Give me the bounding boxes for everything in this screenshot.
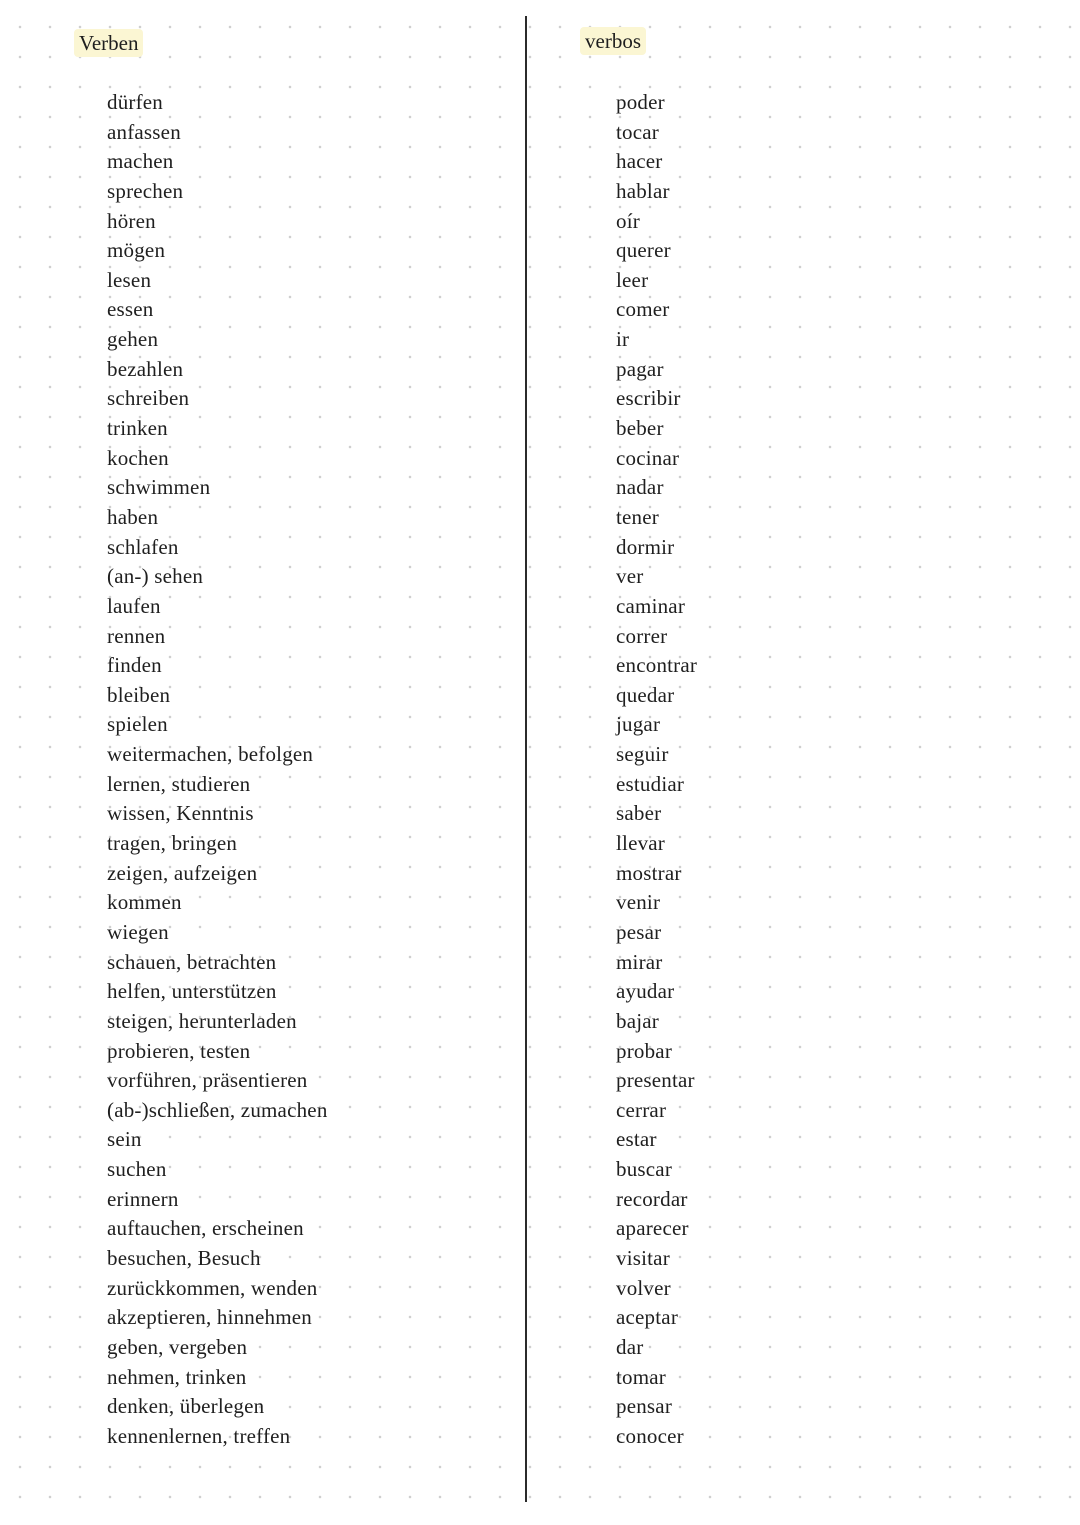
spanish-word: oír [616,208,640,233]
german-word: kochen [107,445,169,470]
spanish-word: mirar [616,949,663,974]
spanish-word: comer [616,297,670,322]
german-word: nehmen, trinken [107,1364,247,1389]
german-word: schauen, betrachten [107,949,277,974]
german-word: laufen [107,593,161,618]
german-word: dürfen [107,90,164,114]
german-word: hören [107,208,156,233]
german-word: lesen [107,267,152,292]
spanish-word: tener [616,504,659,529]
german-word: schlafen [107,534,179,559]
spanish-word: jugar [616,712,661,737]
german-word: machen [107,149,174,174]
german-word: denken, überlegen [107,1394,265,1419]
german-word: tragen, bringen [107,831,238,856]
german-word: trinken [107,416,168,441]
spanish-word: estar [616,1127,657,1152]
german-word: probieren, testen [107,1038,251,1063]
spanish-word: caminar [616,593,686,618]
spanish-word: saber [616,801,662,826]
german-word: akzeptieren, hinnehmen [107,1305,312,1330]
spanish-word: aceptar [616,1305,679,1330]
german-word: finden [107,653,162,678]
german-word: steigen, herunterladen [107,1008,297,1033]
german-word: (ab-)schließen, zumachen [107,1097,328,1122]
spanish-word: querer [616,238,671,263]
german-word: suchen [107,1157,167,1182]
spanish-word: presentar [616,1068,695,1093]
spanish-word: ir [616,327,630,352]
spanish-word: ayudar [616,979,675,1004]
german-word: erinnern [107,1186,179,1211]
german-word: geben, vergeben [107,1334,248,1359]
spanish-word: recordar [616,1186,688,1211]
spanish-word: dormir [616,534,675,559]
spanish-word-list [616,88,697,1451]
spanish-word: quedar [616,682,675,707]
german-word: vorführen, präsentieren [107,1068,308,1093]
spanish-word: beber [616,416,664,441]
german-word: zurückkommen, wenden [107,1275,318,1300]
german-heading: Verben [74,29,143,57]
column-divider [525,16,527,1502]
spanish-word: poder [616,90,665,114]
spanish-word: tomar [616,1364,666,1389]
spanish-word: ver [616,564,644,589]
german-word: anfassen [107,119,181,144]
german-word: spielen [107,712,168,737]
spanish-word: encontrar [616,653,698,678]
german-word: essen [107,297,154,322]
german-word: kommen [107,890,182,915]
german-word: schwimmen [107,475,211,500]
spanish-word: llevar [616,831,666,856]
german-word: bezahlen [107,356,184,381]
german-word: rennen [107,623,166,648]
spanish-word: dar [616,1334,644,1359]
spanish-word: hacer [616,149,663,174]
german-word: lernen, studieren [107,771,251,796]
spanish-word: leer [616,267,649,292]
spanish-word: pesar [616,919,662,944]
spanish-word: conocer [616,1423,684,1448]
spanish-word: volver [616,1275,671,1300]
german-word: zeigen, aufzeigen [107,860,258,885]
german-word: weitermachen, befolgen [107,742,314,767]
spanish-word: aparecer [616,1216,689,1241]
german-word: wissen, Kenntnis [107,801,254,826]
spanish-word: buscar [616,1157,673,1182]
spanish-word: estudiar [616,771,685,796]
german-word: kennenlernen, treffen [107,1423,291,1448]
spanish-word: visitar [616,1245,670,1270]
spanish-word: nadar [616,475,664,500]
german-word: schreiben [107,386,190,411]
spanish-word: tocar [616,119,659,144]
german-word: bleiben [107,682,171,707]
spanish-word: cerrar [616,1097,667,1122]
spanish-word: seguir [616,742,669,767]
spanish-heading: verbos [580,27,646,55]
spanish-word: pensar [616,1394,673,1419]
german-word: helfen, unterstützen [107,979,277,1004]
german-word: haben [107,504,159,529]
spanish-word: mostrar [616,860,682,885]
spanish-word: escribir [616,386,681,411]
spanish-word: cocinar [616,445,680,470]
spanish-word: bajar [616,1008,659,1033]
german-word: auftauchen, erscheinen [107,1216,304,1241]
spanish-word: probar [616,1038,673,1063]
german-word: besuchen, Besuch [107,1245,261,1270]
spanish-word: venir [616,890,661,915]
german-word: sprechen [107,178,184,203]
spanish-word: correr [616,623,668,648]
spanish-word: pagar [616,356,664,381]
german-word: gehen [107,327,159,352]
german-word: (an-) sehen [107,564,204,589]
german-word-list [107,88,328,1451]
spanish-word: hablar [616,178,670,203]
german-word: mögen [107,238,166,263]
german-word: wiegen [107,919,169,944]
german-word: sein [107,1127,142,1152]
